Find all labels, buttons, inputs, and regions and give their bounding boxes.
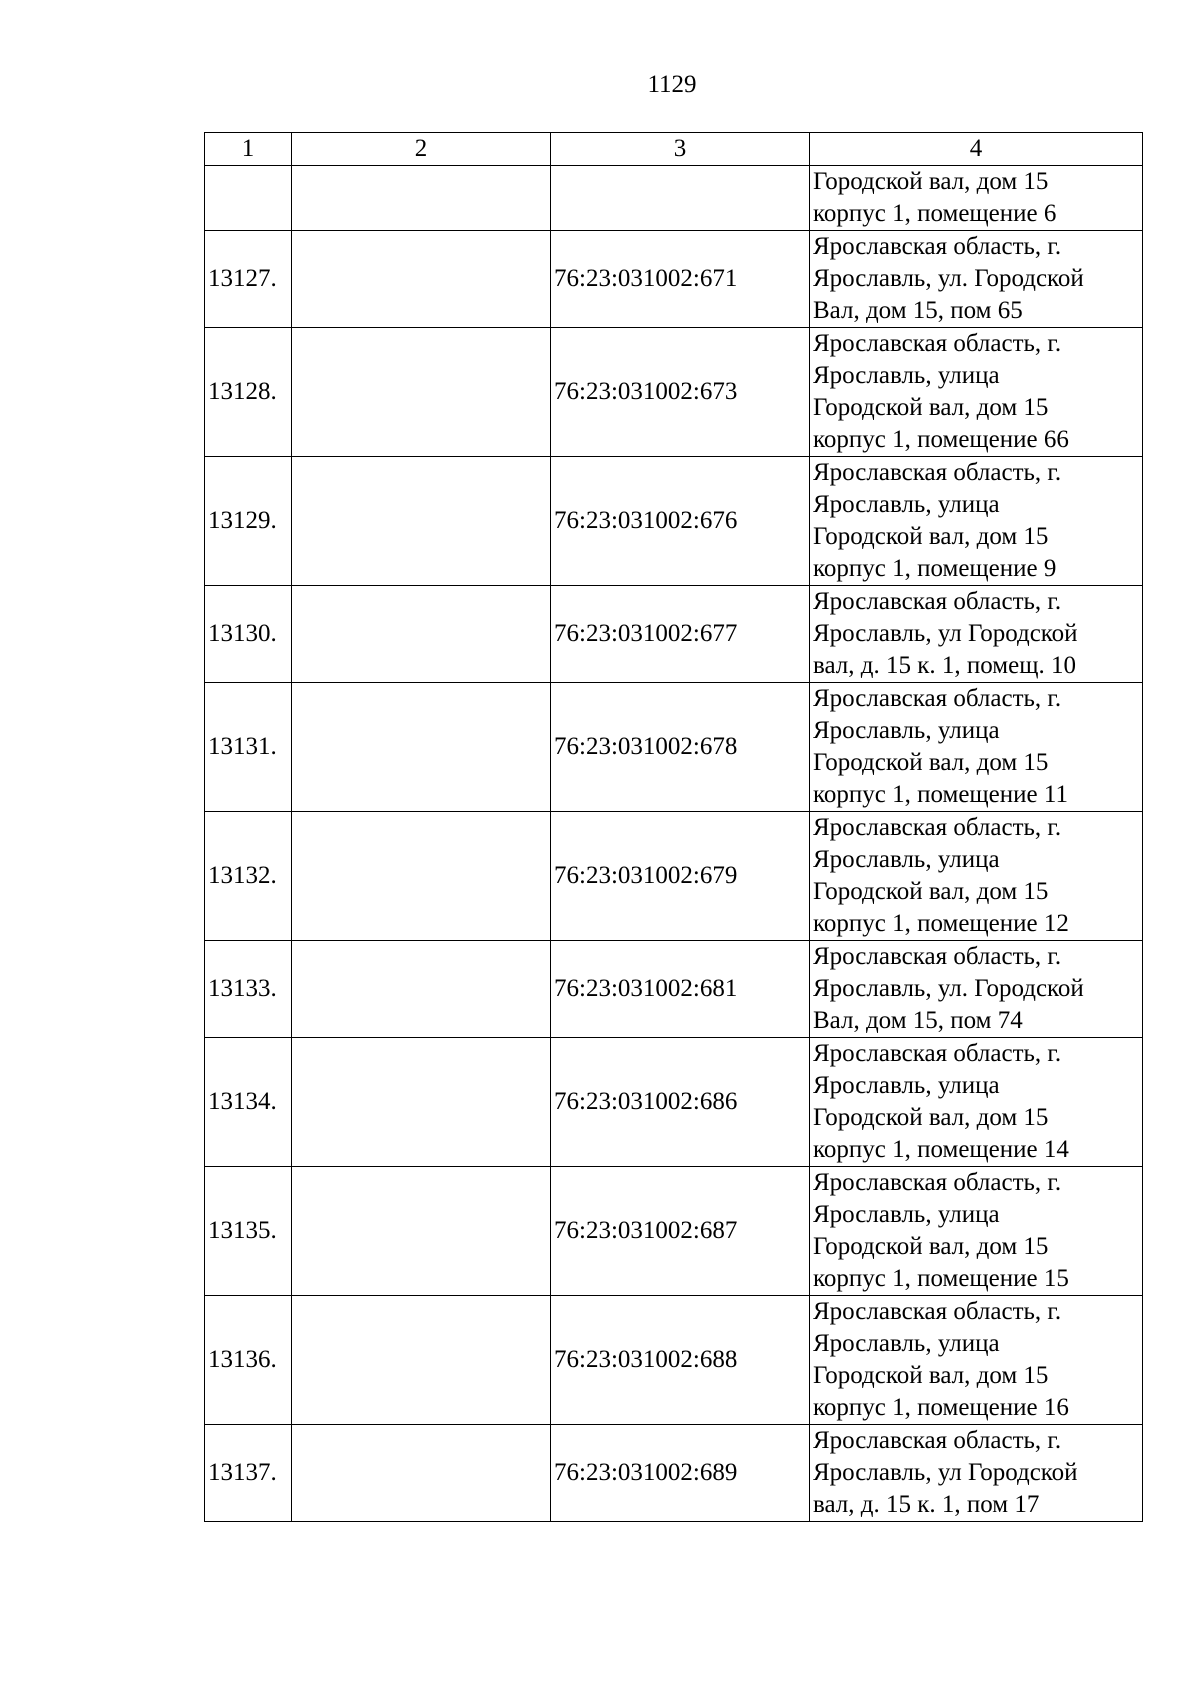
- address-line: Ярославль, ул. Городской: [813, 265, 1084, 292]
- column-2-cell: [292, 812, 551, 941]
- column-2-cell: [292, 1167, 551, 1296]
- table-row: [205, 683, 1143, 812]
- address-line: Вал, дом 15, пом 65: [813, 297, 1023, 324]
- address-cell: [810, 683, 1143, 812]
- address-line: Городской вал, дом 15: [813, 1233, 1049, 1260]
- address-cell: [810, 1038, 1143, 1167]
- row-number-cell: 13130.: [205, 586, 292, 683]
- address-line: корпус 1, помещение 14: [813, 1136, 1069, 1163]
- address-line: корпус 1, помещение 66: [813, 426, 1069, 453]
- column-2-cell: [292, 231, 551, 328]
- cadastral-number-cell: 76:23:031002:671: [551, 231, 810, 328]
- address-line: Ярославская область, г.: [813, 459, 1062, 486]
- address-line: Городской вал, дом 15: [813, 394, 1049, 421]
- address-line: Ярославская область, г.: [813, 685, 1062, 712]
- table-header: [205, 133, 1143, 166]
- address-cell: [810, 166, 1143, 231]
- address-line: корпус 1, помещение 9: [813, 555, 1057, 582]
- header-col-4: 4: [810, 133, 1143, 166]
- address-line: Ярославская область, г.: [813, 1169, 1062, 1196]
- column-2-cell: [292, 941, 551, 1038]
- cadastral-number-cell: 76:23:031002:673: [551, 328, 810, 457]
- address-cell: [810, 328, 1143, 457]
- page-number: 1129: [647, 71, 697, 98]
- header-col-2: 2: [292, 133, 551, 166]
- row-number-cell: 13132.: [205, 812, 292, 941]
- column-2-cell: [292, 166, 551, 231]
- address-cell: [810, 457, 1143, 586]
- cadastral-number-cell: 76:23:031002:688: [551, 1296, 810, 1425]
- column-2-cell: [292, 328, 551, 457]
- address-cell: [810, 1296, 1143, 1425]
- address-cell: [810, 1167, 1143, 1296]
- address-line: Городской вал, дом 15: [813, 1104, 1049, 1131]
- column-2-cell: [292, 457, 551, 586]
- address-line: Городской вал, дом 15: [813, 1362, 1049, 1389]
- address-cell: [810, 231, 1143, 328]
- address-line: Ярославль, улица: [813, 846, 1000, 873]
- row-number-cell: 13134.: [205, 1038, 292, 1167]
- address-cell: [810, 1425, 1143, 1522]
- address-line: Ярославль, улица: [813, 1072, 1000, 1099]
- row-number-cell: 13131.: [205, 683, 292, 812]
- table-row: [205, 328, 1143, 457]
- table-row: [205, 941, 1143, 1038]
- address-line: Ярославль, улица: [813, 717, 1000, 744]
- header-col-3: 3: [551, 133, 810, 166]
- address-line: Ярославская область, г.: [813, 814, 1062, 841]
- column-2-cell: [292, 1038, 551, 1167]
- cadastral-number-cell: 76:23:031002:676: [551, 457, 810, 586]
- address-line: Ярославская область, г.: [813, 1427, 1062, 1454]
- address-line: Городской вал, дом 15: [813, 749, 1049, 776]
- address-line: корпус 1, помещение 11: [813, 781, 1068, 808]
- table-row: [205, 231, 1143, 328]
- column-2-cell: [292, 1425, 551, 1522]
- address-line: вал, д. 15 к. 1, помещ. 10: [813, 652, 1076, 679]
- address-line: Ярославль, ул Городской: [813, 1459, 1078, 1486]
- address-line: корпус 1, помещение 15: [813, 1265, 1069, 1292]
- address-line: Городской вал, дом 15: [813, 878, 1049, 905]
- header-col-1: 1: [205, 133, 292, 166]
- table-row: [205, 586, 1143, 683]
- address-line: корпус 1, помещение 16: [813, 1394, 1069, 1421]
- address-line: Ярославль, улица: [813, 1201, 1000, 1228]
- registry-table: [204, 132, 1143, 1522]
- row-number-cell: 13129.: [205, 457, 292, 586]
- table-row: [205, 1038, 1143, 1167]
- address-line: Ярославская область, г.: [813, 588, 1062, 615]
- header-row: [205, 133, 1143, 166]
- address-line: Ярославская область, г.: [813, 233, 1062, 260]
- cadastral-number-cell: 76:23:031002:687: [551, 1167, 810, 1296]
- table-body: [205, 166, 1143, 1522]
- address-cell: [810, 586, 1143, 683]
- address-line: Ярославская область, г.: [813, 330, 1062, 357]
- address-line: Ярославская область, г.: [813, 1040, 1062, 1067]
- table-row: [205, 457, 1143, 586]
- cadastral-number-cell: [551, 166, 810, 231]
- table-row: [205, 812, 1143, 941]
- table-row: [205, 166, 1143, 231]
- address-line: корпус 1, помещение 12: [813, 910, 1069, 937]
- address-line: Городской вал, дом 15: [813, 523, 1049, 550]
- column-2-cell: [292, 586, 551, 683]
- row-number-cell: [205, 166, 292, 231]
- address-line: Ярославская область, г.: [813, 943, 1062, 970]
- cadastral-number-cell: 76:23:031002:686: [551, 1038, 810, 1167]
- address-line: Ярославская область, г.: [813, 1298, 1062, 1325]
- address-line: Ярославль, улица: [813, 491, 1000, 518]
- address-line: Вал, дом 15, пом 74: [813, 1007, 1023, 1034]
- address-line: Городской вал, дом 15: [813, 168, 1049, 195]
- address-line: вал, д. 15 к. 1, пом 17: [813, 1491, 1040, 1518]
- table-row: [205, 1425, 1143, 1522]
- column-2-cell: [292, 683, 551, 812]
- row-number-cell: 13137.: [205, 1425, 292, 1522]
- table-row: [205, 1296, 1143, 1425]
- table-row: [205, 1167, 1143, 1296]
- cadastral-number-cell: 76:23:031002:678: [551, 683, 810, 812]
- cadastral-number-cell: 76:23:031002:679: [551, 812, 810, 941]
- address-line: Ярославль, улица: [813, 1330, 1000, 1357]
- address-cell: [810, 941, 1143, 1038]
- address-line: Ярославль, ул Городской: [813, 620, 1078, 647]
- cadastral-number-cell: 76:23:031002:681: [551, 941, 810, 1038]
- row-number-cell: 13128.: [205, 328, 292, 457]
- address-line: корпус 1, помещение 6: [813, 200, 1057, 227]
- cadastral-number-cell: 76:23:031002:677: [551, 586, 810, 683]
- row-number-cell: 13135.: [205, 1167, 292, 1296]
- cadastral-number-cell: 76:23:031002:689: [551, 1425, 810, 1522]
- row-number-cell: 13127.: [205, 231, 292, 328]
- address-cell: [810, 812, 1143, 941]
- row-number-cell: 13136.: [205, 1296, 292, 1425]
- address-line: Ярославль, улица: [813, 362, 1000, 389]
- row-number-cell: 13133.: [205, 941, 292, 1038]
- address-line: Ярославль, ул. Городской: [813, 975, 1084, 1002]
- column-2-cell: [292, 1296, 551, 1425]
